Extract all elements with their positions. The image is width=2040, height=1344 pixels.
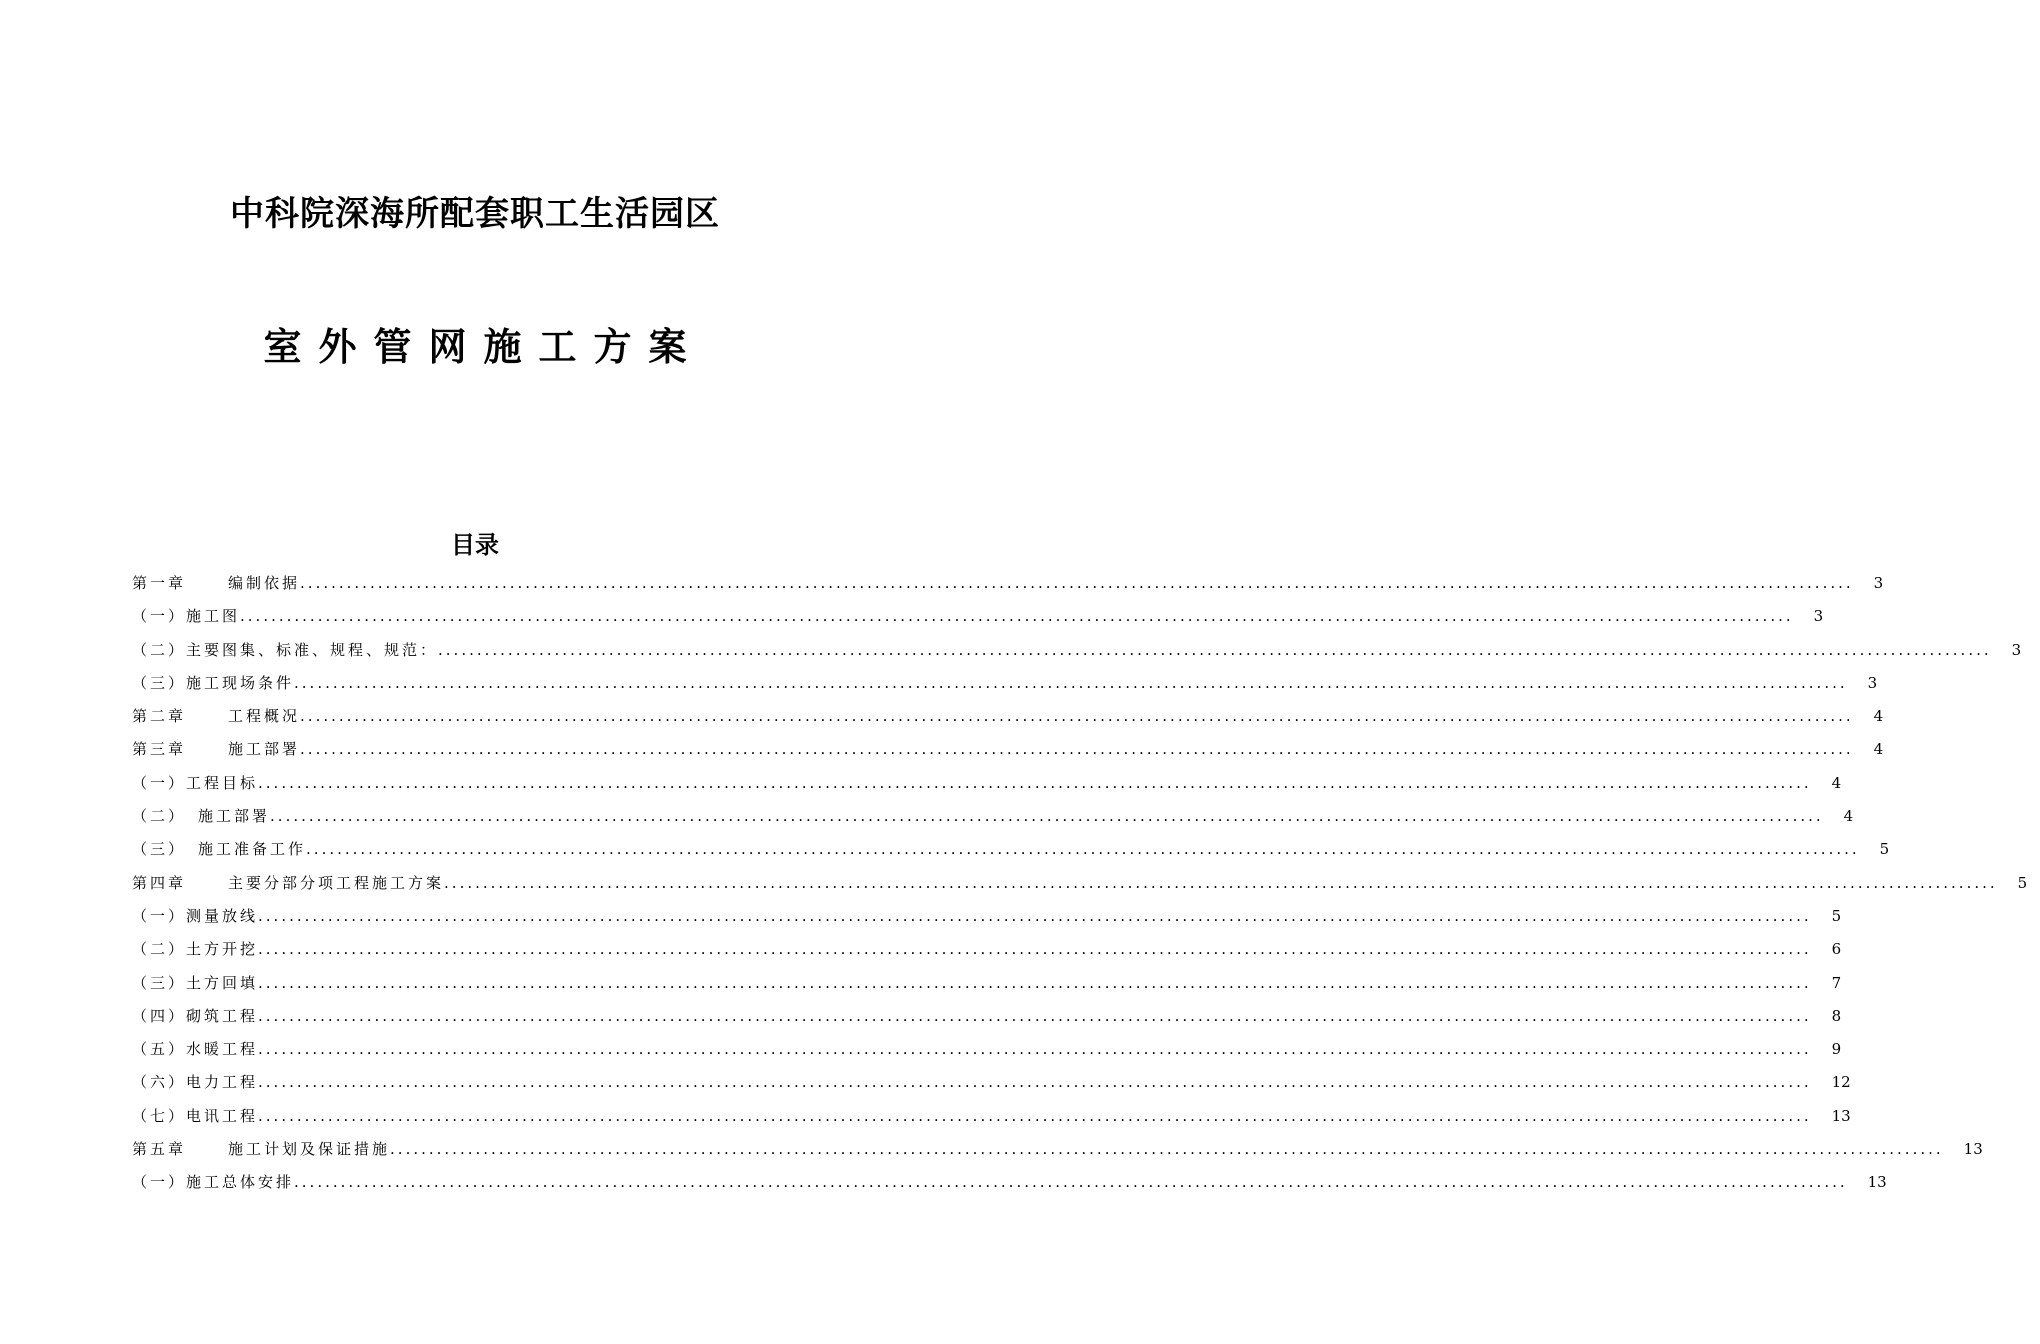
toc-page-number: 4 <box>1873 740 1884 759</box>
toc-entry-title <box>132 700 300 733</box>
toc-entry-label: 第五章 <box>132 1140 187 1159</box>
document-title-line2: 室外管网施工方案 <box>263 325 704 369</box>
toc-entry-title <box>132 567 300 600</box>
toc-entry-title <box>132 733 300 766</box>
toc-entry-title <box>132 1133 390 1166</box>
toc-entry[interactable] <box>132 1066 1851 1099</box>
toc-dot-leader: ........................................................................................................................................................................................................ <box>390 1140 1944 1159</box>
toc-entry-title <box>132 900 258 933</box>
toc-page-number: 12 <box>1831 1073 1851 1092</box>
toc-page-number: 3 <box>1867 673 1878 692</box>
toc-entry-text: 施工部署 <box>228 740 301 759</box>
toc-page-number: 13 <box>1963 1140 1983 1159</box>
toc-entry-title <box>132 800 270 833</box>
toc-entry[interactable] <box>132 1166 1887 1199</box>
toc-page-number: 9 <box>1831 1040 1842 1059</box>
toc-page-number: 13 <box>1831 1106 1851 1125</box>
toc-entry-label: 第三章 <box>132 740 187 759</box>
toc-entry-title <box>132 1000 258 1033</box>
toc-entry-label: 第一章 <box>132 574 187 592</box>
toc-page-number: 13 <box>1867 1173 1887 1192</box>
toc-entry[interactable] <box>132 1000 1842 1033</box>
toc-entry-text: 施工部署 <box>198 807 271 826</box>
toc-entry-title <box>132 1033 258 1066</box>
toc-dot-leader: ........................................................................................................................................................................................................ <box>270 807 1824 826</box>
toc-heading: 目录 <box>451 531 499 559</box>
toc-dot-leader: ........................................................................................................................................................................................................ <box>300 707 1854 726</box>
toc-entry[interactable] <box>132 767 1842 800</box>
toc-entry-text: （七）电讯工程 <box>132 1106 259 1125</box>
toc-entry-title <box>132 933 258 966</box>
toc-dot-leader: ........................................................................................................................................................................................................ <box>306 840 1860 859</box>
toc-entry-text: （一）工程目标 <box>132 773 259 792</box>
toc-entry[interactable] <box>132 600 1824 633</box>
toc-entry-text: （二）土方开挖 <box>132 940 259 959</box>
toc-dot-leader: ........................................................................................................................................................................................................ <box>258 906 1812 925</box>
toc-entry-text: （三）施工现场条件 <box>132 673 295 692</box>
toc-page-number: 8 <box>1831 1006 1842 1025</box>
toc-entry[interactable] <box>132 567 1884 600</box>
toc-entry[interactable] <box>132 667 1878 700</box>
table-of-contents <box>132 567 2028 1200</box>
toc-entry-text: 施工计划及保证措施 <box>228 1140 391 1159</box>
toc-page-number: 4 <box>1843 807 1854 826</box>
toc-dot-leader: ........................................................................................................................................................................................................ <box>258 1040 1812 1059</box>
toc-entry-text: （五）水暖工程 <box>132 1040 259 1059</box>
toc-entry[interactable] <box>132 833 1890 866</box>
toc-entry-text: （一）测量放线 <box>132 906 259 925</box>
toc-entry-title <box>132 1166 294 1199</box>
toc-entry-text: （六）电力工程 <box>132 1073 259 1092</box>
toc-entry-text: 编制依据 <box>228 574 301 592</box>
toc-page-number: 7 <box>1831 973 1842 992</box>
toc-dot-leader: ........................................................................................................................................................................................................ <box>258 773 1812 792</box>
toc-dot-leader: ........................................................................................................................................................................................................ <box>294 673 1848 692</box>
toc-entry[interactable] <box>132 1033 1842 1066</box>
toc-entry-title <box>132 833 306 866</box>
toc-entry-text: 工程概况 <box>228 707 301 726</box>
toc-dot-leader: ........................................................................................................................................................................................................ <box>258 1006 1812 1025</box>
toc-page-number: 4 <box>1831 773 1842 792</box>
toc-page-number: 5 <box>1831 906 1842 925</box>
toc-entry-title <box>132 667 294 700</box>
toc-dot-leader: ........................................................................................................................................................................................................ <box>444 873 1998 892</box>
toc-entry-title <box>132 1066 258 1099</box>
toc-dot-leader: ........................................................................................................................................................................................................ <box>300 740 1854 759</box>
toc-page-number: 3 <box>1873 574 1884 592</box>
toc-page-number: 3 <box>2011 640 2022 659</box>
toc-entry[interactable] <box>132 1133 1983 1166</box>
toc-dot-leader: ........................................................................................................................................................................................................ <box>258 1106 1812 1125</box>
toc-entry[interactable] <box>132 933 1842 966</box>
toc-dot-leader: ........................................................................................................................................................................................................ <box>258 973 1812 992</box>
toc-entry-title <box>132 600 240 633</box>
toc-dot-leader: ........................................................................................................................................................................................................ <box>258 940 1812 959</box>
toc-entry-title <box>132 634 438 667</box>
toc-entry-text: （一）施工图 <box>132 607 241 626</box>
toc-page-number: 3 <box>1813 607 1824 626</box>
toc-entry-label: （三） <box>132 840 187 859</box>
toc-entry-text: 主要分部分项工程施工方案 <box>228 873 445 892</box>
toc-page-number: 5 <box>2017 873 2028 892</box>
toc-dot-leader: ........................................................................................................................................................................................................ <box>294 1173 1848 1192</box>
toc-entry[interactable] <box>132 867 2028 900</box>
toc-dot-leader: ........................................................................................................................................................................................................ <box>438 640 1992 659</box>
toc-dot-leader: ........................................................................................................................................................................................................ <box>240 607 1794 626</box>
toc-entry-title <box>132 867 444 900</box>
toc-entry-title <box>132 767 258 800</box>
toc-dot-leader: ........................................................................................................................................................................................................ <box>258 1073 1812 1092</box>
toc-entry-label: 第四章 <box>132 873 187 892</box>
toc-entry[interactable] <box>132 634 2022 667</box>
toc-entry-text: （二）主要图集、标准、规程、规范： <box>132 640 439 659</box>
toc-entry-text: 施工准备工作 <box>198 840 307 859</box>
toc-entry-title <box>132 1100 258 1133</box>
toc-entry-text: （三）土方回填 <box>132 973 259 992</box>
toc-page-number: 4 <box>1873 707 1884 726</box>
document-title-line1: 中科院深海所配套职工生活园区 <box>230 194 720 234</box>
toc-entry[interactable] <box>132 967 1842 1000</box>
toc-entry-label: （二） <box>132 807 187 826</box>
toc-dot-leader: ........................................................................................................................................................................................................ <box>300 574 1854 592</box>
toc-entry-text: （一）施工总体安排 <box>132 1173 295 1192</box>
toc-page-number: 5 <box>1879 840 1890 859</box>
toc-entry[interactable] <box>132 733 1884 766</box>
toc-entry[interactable] <box>132 700 1884 733</box>
toc-entry[interactable] <box>132 800 1854 833</box>
toc-entry-title <box>132 967 258 1000</box>
toc-entry-label: 第二章 <box>132 707 187 726</box>
toc-entry[interactable] <box>132 1100 1851 1133</box>
toc-entry[interactable] <box>132 900 1842 933</box>
toc-entry-text: （四）砌筑工程 <box>132 1006 259 1025</box>
toc-page-number: 6 <box>1831 940 1842 959</box>
